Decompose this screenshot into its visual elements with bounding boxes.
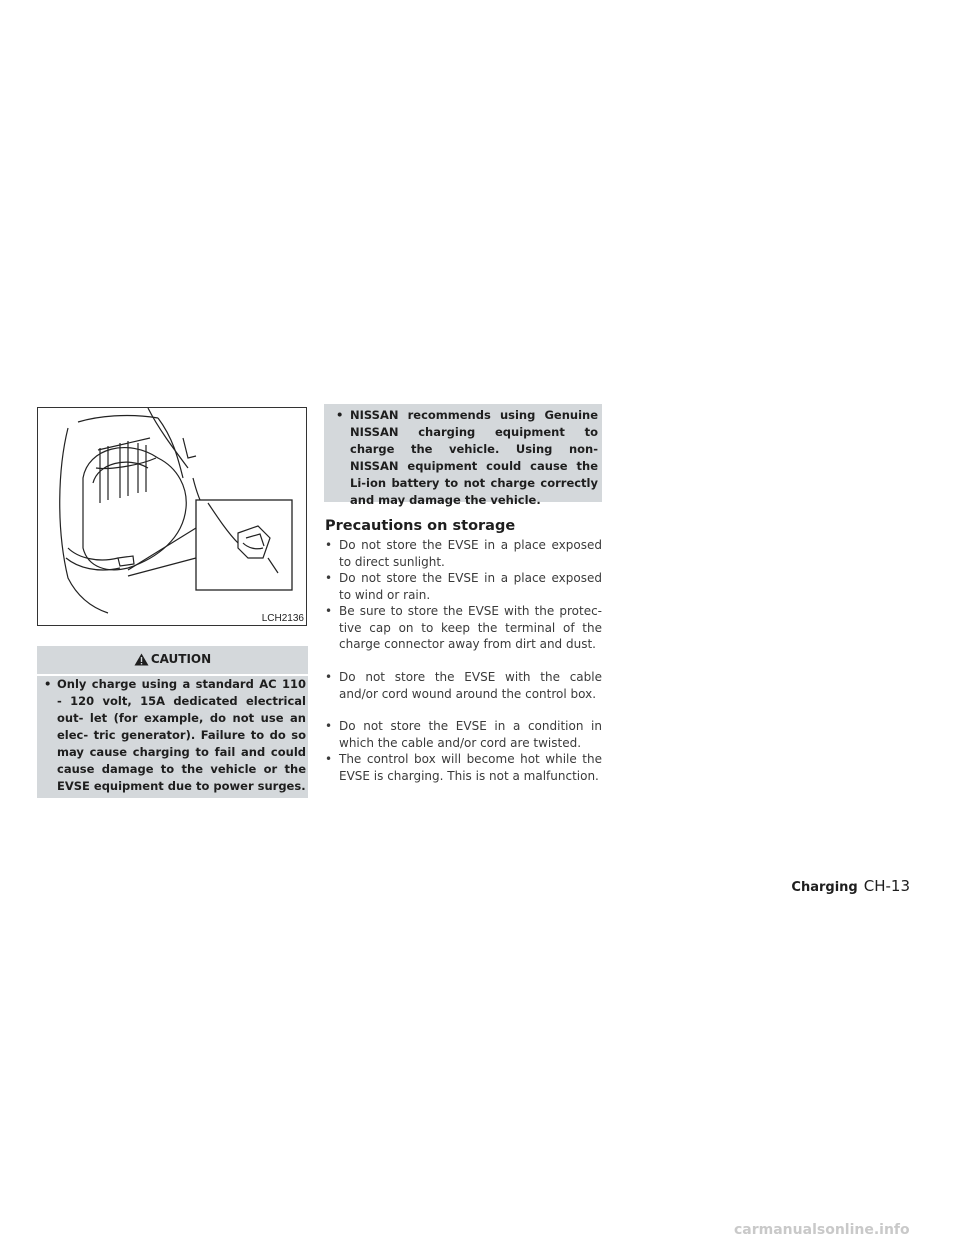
figure-label: LCH2136 bbox=[261, 613, 304, 624]
list-item-text: Do not store the EVSE in a place exposed to wind or rain. bbox=[339, 571, 602, 602]
caution-text: NISSAN recommends using Genuine NISSAN charging equipment to charge the vehicle. Using non- NISSAN equipment could cause the Li-ion battery to not charge correctly and may damage the vehicle. bbox=[350, 408, 598, 507]
list-item-text: Do not store the EVSE in a condition in which the cable and/or cord are twisted. bbox=[339, 719, 602, 750]
bullet: • bbox=[325, 670, 333, 684]
section-title: Precautions on storage bbox=[325, 518, 516, 534]
watermark-logo bbox=[734, 1220, 954, 1238]
list-item-text: Do not store the EVSE with the cable and/or cord wound around the control box. bbox=[339, 670, 602, 701]
bullet: • bbox=[44, 677, 52, 691]
page-number: CH-13 bbox=[863, 877, 910, 895]
page-footer bbox=[791, 877, 910, 895]
warning-triangle-icon bbox=[134, 653, 149, 666]
svg-text:carmanualsonline.info: carmanualsonline.info bbox=[734, 1222, 910, 1238]
list-item bbox=[325, 603, 602, 653]
footer-section: Charging bbox=[791, 880, 858, 895]
bullet: • bbox=[325, 571, 333, 585]
list-item bbox=[325, 751, 602, 784]
bullet: • bbox=[336, 408, 344, 422]
list-item-text: The control box will become hot while the EVSE is charging. This is not a malfunction. bbox=[339, 752, 602, 783]
list-item bbox=[325, 718, 602, 751]
evse-storage-compartment-illustration bbox=[38, 408, 306, 625]
bullet: • bbox=[325, 719, 333, 733]
caution-header bbox=[37, 646, 308, 672]
list-item bbox=[325, 570, 602, 603]
list-item-text: Do not store the EVSE in a place exposed to direct sunlight. bbox=[339, 538, 602, 569]
list-item bbox=[325, 669, 602, 702]
bullet: • bbox=[325, 538, 333, 552]
caution-box bbox=[37, 646, 308, 798]
evse-storage-figure bbox=[37, 407, 307, 626]
caution-box-continued bbox=[324, 404, 602, 507]
caution-title: CAUTION bbox=[150, 652, 212, 666]
list-item-text: Be sure to store the EVSE with the protec- tive cap on to keep the terminal of the charge connector away from dirt and dust. bbox=[339, 604, 602, 651]
caution-text: Only charge using a standard AC 110 - 120 volt, 15A dedicated electrical out- let (for example, do not use an elec- tric generator). Failure to do so may cause charging to fail and could cause damage to the vehicle or the EVSE equipment due to power surges. bbox=[57, 677, 306, 793]
bullet: • bbox=[325, 752, 333, 766]
bullet: • bbox=[325, 604, 333, 618]
list-item bbox=[325, 537, 602, 570]
